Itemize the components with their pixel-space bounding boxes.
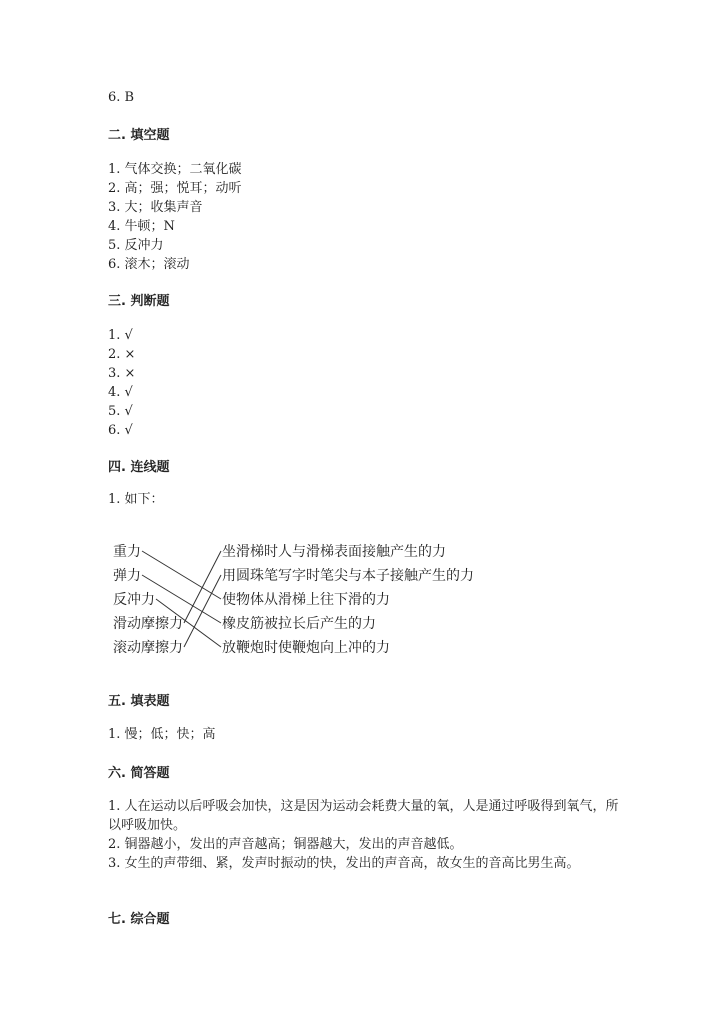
left-term: 反冲力: [113, 592, 155, 608]
section-heading-true-false: 三. 判断题: [108, 294, 170, 309]
right-description: 坐滑梯时人与滑梯表面接触产生的力: [222, 544, 446, 560]
matching-diagram: [0, 530, 720, 660]
answer-paragraph: 2. 铜器越小，发出的声音越高；铜器越大，发出的声音越低。: [108, 837, 463, 852]
left-term: 滑动摩擦力: [113, 616, 183, 632]
left-term: 弹力: [113, 568, 141, 584]
answer-line: 6. B: [108, 90, 135, 105]
section-heading-fill-blank: 二. 填空题: [108, 128, 170, 143]
answer-line: 2. ×: [108, 347, 136, 362]
answer-line: 1. 气体交换；二氧化碳: [108, 162, 242, 177]
left-term: 滚动摩擦力: [113, 640, 183, 656]
answer-line: 5. 反冲力: [108, 238, 164, 253]
section-heading-comprehensive: 七. 综合题: [108, 912, 170, 927]
right-description: 橡皮筋被拉长后产生的力: [222, 616, 376, 632]
answer-line: 1. 如下：: [108, 492, 164, 507]
answer-line: 1. 慢；低；快；高: [108, 727, 216, 742]
answer-paragraph: 3. 女生的声带细、紧，发声时振动的快，发出的声音高，故女生的音高比男生高。: [108, 856, 580, 871]
answer-line: 2. 高；强；悦耳；动听: [108, 181, 242, 196]
left-term: 重力: [113, 544, 141, 560]
right-description: 使物体从滑梯上往下滑的力: [222, 592, 390, 608]
answer-line: 4. √: [108, 385, 133, 400]
answer-line: 4. 牛顿；N: [108, 219, 175, 234]
answer-paragraph: 1. 人在运动以后呼吸会加快，这是因为运动会耗费大量的氧，人是通过呼吸得到氧气，所以呼吸加快。: [108, 799, 619, 833]
section-heading-table: 五. 填表题: [108, 694, 170, 709]
section-heading-short-answer: 六. 简答题: [108, 766, 170, 781]
right-description: 放鞭炮时使鞭炮向上冲的力: [222, 640, 390, 656]
right-description: 用圆珠笔写字时笔尖与本子接触产生的力: [222, 568, 474, 584]
answer-line: 1. √: [108, 328, 133, 343]
answer-line: 3. ×: [108, 366, 136, 381]
answer-line: 3. 大；收集声音: [108, 200, 203, 215]
section-heading-matching: 四. 连线题: [108, 460, 170, 475]
answer-line: 6. √: [108, 423, 133, 438]
answer-line: 5. √: [108, 404, 133, 419]
answer-line: 6. 滚木；滚动: [108, 257, 190, 272]
connector-line: [184, 575, 221, 647]
